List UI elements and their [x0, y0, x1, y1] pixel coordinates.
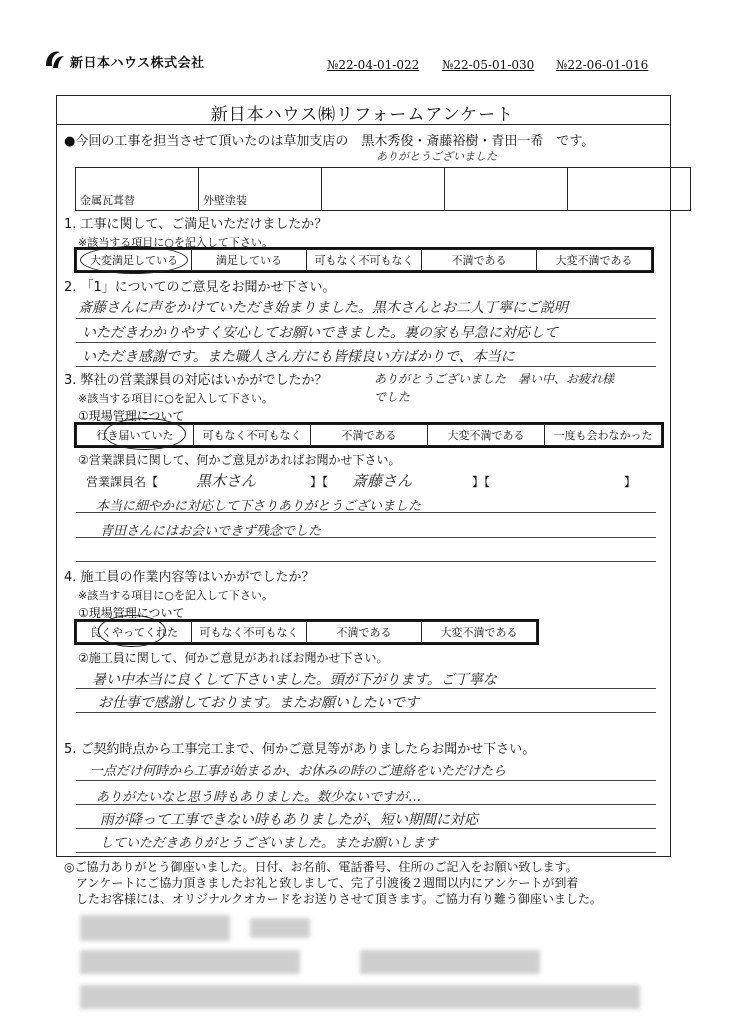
footer-line: したお客様には、オリジナルクオカードをお送りさせて頂きます。ご協力有り難う御座いました。 [76, 892, 602, 906]
q5-handwritten-line: ありがたいなと思う時もありました。数少ないですが… [96, 790, 422, 805]
answer-line [76, 780, 656, 781]
footer-line: ◎ご協力ありがとう御座いました。日付、お名前、電話番号、住所のご記入をお願い致します。 [64, 860, 578, 874]
q4-option[interactable]: 良くやってくれた [77, 622, 192, 643]
sales-name-1: 黒木さん [196, 472, 257, 490]
q1-option[interactable]: 大変満足している [77, 250, 192, 271]
answer-line [76, 512, 656, 513]
construction-type-cell [568, 168, 691, 211]
q4-sub1: ①現場管理について [78, 606, 185, 620]
q1-option[interactable]: 満足している [192, 250, 307, 271]
redacted-address-block [80, 985, 640, 1009]
construction-type-cell: 金属瓦葺替 [76, 168, 199, 211]
q5-handwritten-line: していただきありがとうございました。またお願いします [100, 836, 439, 851]
footer-line: アンケートにご協力頂きましたお礼と致しまして、完了引渡後２週間以内にアンケートが到着 [76, 876, 579, 890]
q3-question: 3. 弊社の営業課員の対応はいかがでしたか？ [64, 373, 328, 388]
q2-handwritten-line: いただき感謝です。また職人さん方にも皆様良い方ばかりで、本当に [82, 349, 515, 365]
construction-type-cell [322, 168, 445, 211]
document-number-2: №22-05-01-030 [442, 58, 535, 72]
sales-bracket: 】【 [472, 475, 491, 489]
q4-option[interactable]: 不満である [307, 622, 422, 643]
sales-label: 営業課員名【 [86, 475, 159, 489]
sales-bracket: 】【 [310, 475, 329, 489]
intro-handwritten-thanks: ありがとうございました [376, 150, 497, 163]
answer-line [76, 561, 656, 562]
q1-option[interactable]: 不満である [422, 250, 537, 271]
q3-sub1: ①現場管理について [78, 409, 185, 423]
q2-handwritten-line: 斎藤さんに声をかけていただき始まりました。黒木さんとお二人丁寧にご説明 [78, 300, 568, 316]
document-number-1: №22-04-01-022 [327, 58, 420, 72]
q3-note: ※該当する項目に○を記入して下さい。 [78, 392, 273, 405]
q3-sub2: ②営業課員に関して、何かご意見があればお聞かせ下さい。 [78, 453, 401, 467]
q4-handwritten-line: お仕事で感謝しております。またお願いしたいです [98, 695, 419, 711]
q3-option[interactable]: 行き届いていた [77, 425, 194, 446]
company-logo-icon [42, 46, 68, 72]
q3-handwritten-line: 本当に細やかに対応して下さりありがとうございました [96, 499, 422, 514]
document-number-3: №22-06-01-016 [556, 58, 649, 72]
q1-question: 1. 工事に関して、ご満足いただけましたか？ [64, 217, 328, 232]
answer-line [76, 366, 656, 367]
q5-handwritten-line: 雨が降って工事できない時もありましたが、短い期間に対応 [100, 812, 478, 828]
q4-handwritten-line: 暑い中本当に良くして下さいました。頭が下がります。ご丁寧な [92, 672, 497, 688]
answer-line [76, 537, 656, 538]
answer-line [76, 688, 656, 689]
survey-title: 新日本ハウス㈱リフォームアンケート [210, 105, 515, 125]
q1-option[interactable]: 可もなく不可もなく [307, 250, 422, 271]
q1-option[interactable]: 大変不満である [537, 250, 652, 271]
title-divider [56, 124, 669, 125]
sales-name-2: 斎藤さん [352, 472, 413, 490]
q4-sub2: ②施工員に関して、何かご意見があればお聞かせ下さい。 [78, 651, 389, 665]
company-name: 新日本ハウス株式会社 [70, 56, 205, 71]
redacted-name-block [80, 950, 300, 974]
q4-note: ※該当する項目に○を記入して下さい。 [78, 589, 273, 602]
selected-circle-mark [104, 418, 186, 450]
q5-question: 5. ご契約時点から工事完工まで、何かご意見等がありましたらお聞かせ下さい。 [64, 742, 536, 757]
q3-handwritten-side: でした [374, 390, 411, 404]
q4-option[interactable]: 可もなく不可もなく [192, 622, 307, 643]
q3-handwritten-side: ありがとうございました 暑い中、お疲れ様 [374, 372, 615, 386]
construction-type-table [75, 167, 691, 211]
redacted-block [250, 918, 310, 938]
answer-line [76, 318, 656, 319]
q4-option[interactable]: 大変不満である [422, 622, 537, 643]
answer-line [76, 712, 656, 713]
answer-line [76, 342, 656, 343]
redacted-phone-block [360, 950, 540, 974]
answer-line [76, 852, 656, 853]
q2-question: 2. 「1」についてのご意見をお聞かせ下さい。 [64, 280, 336, 295]
redacted-date-block [80, 915, 230, 941]
q3-option[interactable]: 不満である [311, 425, 428, 446]
answer-line [76, 804, 656, 805]
q4-question: 4. 施工員の作業内容等はいかがでしたか？ [64, 570, 315, 585]
q5-handwritten-line: 一点だけ何時から工事が始まるか、お休みの時のご連絡をいただけたら [90, 764, 507, 779]
q3-option[interactable]: 一度も会わなかった [545, 425, 662, 446]
construction-type-cell: 外壁塗装 [199, 168, 322, 211]
answer-line [76, 828, 656, 829]
sales-bracket: 】 [624, 475, 637, 489]
intro-text: ●今回の工事を担当させて頂いたのは草加支店の 黒木秀俊・斎藤裕樹・青田一希 です。 [64, 134, 595, 149]
construction-type-cell [445, 168, 568, 211]
q3-handwritten-line: 青田さんにはお会いできず残念でした [100, 524, 322, 539]
q1-note: ※該当する項目に○を記入して下さい。 [78, 236, 273, 249]
selected-circle-mark [80, 246, 188, 274]
q3-option[interactable]: 可もなく不可もなく [194, 425, 311, 446]
q2-handwritten-line: いただきわかりやすく安心してお願いできました。裏の家も早急に対応して [82, 325, 558, 341]
selected-circle-mark [98, 615, 166, 647]
q3-option[interactable]: 大変不満である [428, 425, 545, 446]
